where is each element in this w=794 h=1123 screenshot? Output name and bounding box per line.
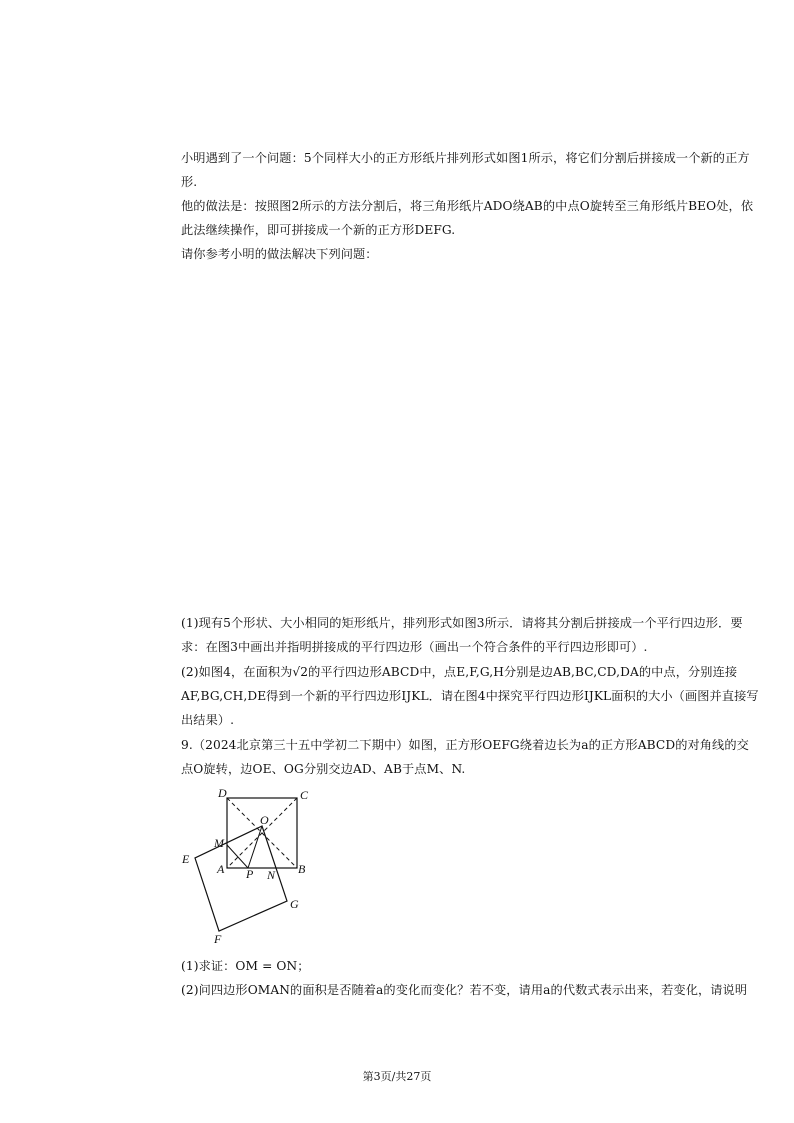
label-p: P xyxy=(246,867,254,881)
intro-paragraph-2: 他的做法是：按照图2所示的方法分割后，将三角形纸片ADO绕AB的中点O旋转至三角形纸片BEO处，依此法继续操作，即可拼接成一个新的正方形DEFG. xyxy=(181,199,754,237)
label-n: N xyxy=(267,868,276,882)
label-f: F xyxy=(214,932,222,946)
geometry-figure xyxy=(176,783,316,953)
label-o: O xyxy=(260,813,269,827)
question-9-part-1: (1)求证：OM = ON； xyxy=(181,959,310,973)
intro-paragraph-3: 请你参考小明的做法解决下列问题： xyxy=(181,247,378,261)
page-number: 第3页/共27页 xyxy=(362,1070,432,1083)
label-g: G xyxy=(290,897,299,911)
question-8-part-2: (2)如图4，在面积为√2的平行四边形ABCD中，点E,F,G,H分别是边AB,BC,CD,DA的中点，分别连接AF,BG,CH,DE得到一个新的平行四边形IJKL．请在图4中探究平行四边形IJKL面积的大小（画图并直接写出结果）. xyxy=(181,665,759,727)
label-m: M xyxy=(214,836,224,850)
question-9-stem: 9.（2024北京第三十五中学初二下期中）如图，正方形OEFG绕着边长为a的正方形ABCD的对角线的交点O旋转，边OE、OG分别交边AD、AB于点M、N. xyxy=(181,738,749,776)
question-8-part-1: (1)现有5个形状、大小相同的矩形纸片，排列形式如图3所示．请将其分割后拼接成一个平行四边形．要求：在图3中画出并指明拼接成的平行四边形（画出一个符合条件的平行四边形即可）. xyxy=(181,616,743,654)
question-9-part-2: (2)问四边形OMAN的面积是否随着a的变化而变化？若不变，请用a的代数式表示出来，若变化，请说明 xyxy=(181,983,748,997)
label-c: C xyxy=(300,788,309,802)
label-d: D xyxy=(218,786,227,800)
rotated-squares-diagram xyxy=(176,783,316,953)
label-a: A xyxy=(217,862,225,876)
label-b: B xyxy=(298,862,306,876)
label-e: E xyxy=(182,852,190,866)
intro-paragraph-1: 小明遇到了一个问题：5个同样大小的正方形纸片排列形式如图1所示，将它们分割后拼接成一个新的正方形. xyxy=(181,151,750,189)
